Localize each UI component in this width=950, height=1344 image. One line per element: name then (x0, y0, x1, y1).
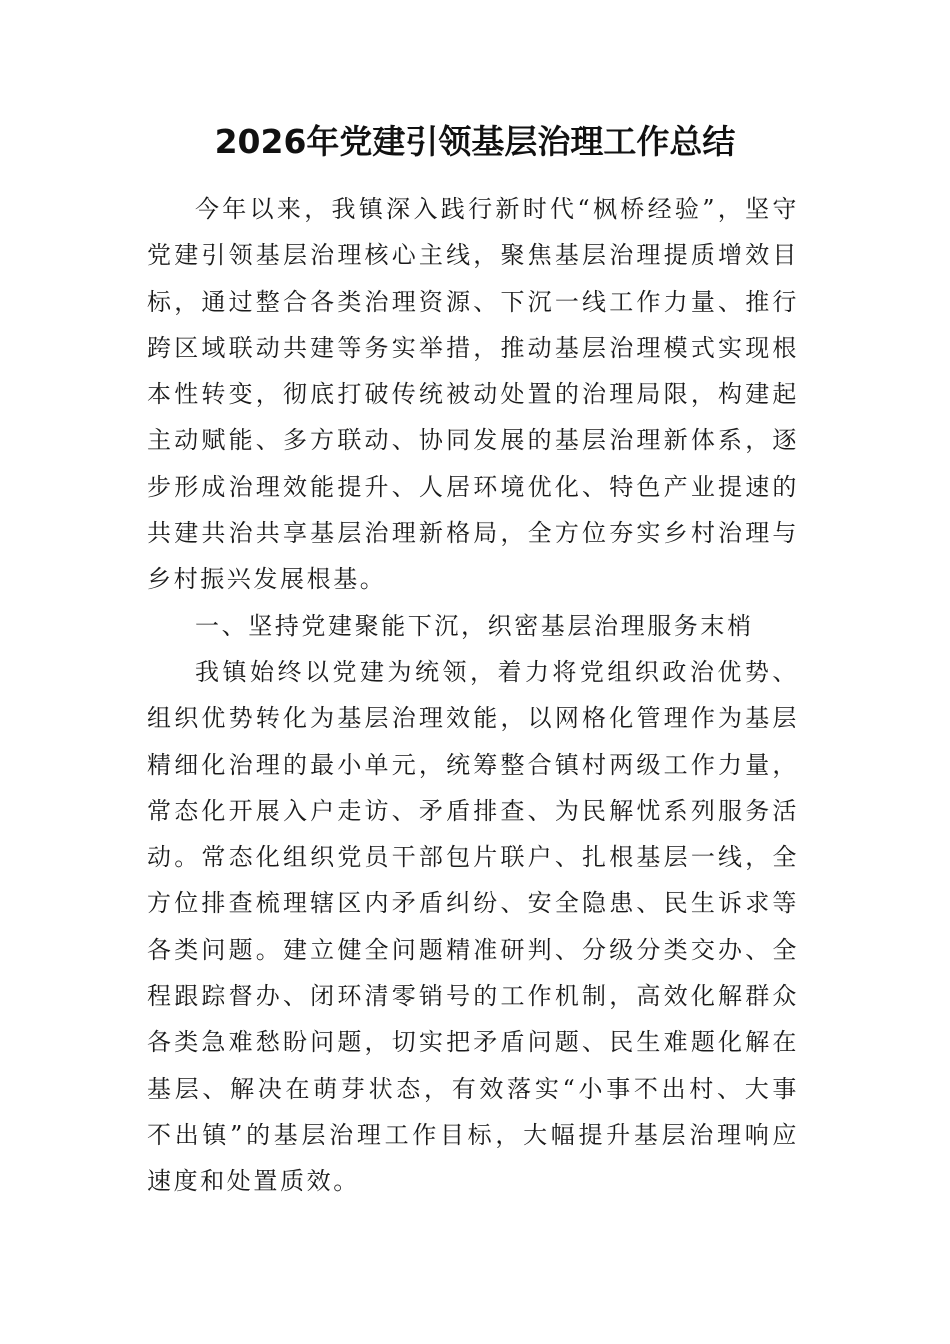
paragraph-section-1: 我镇始终以党建为统领，着力将党组织政治优势、组织优势转化为基层治理效能，以网格化管理作为基层精细化治理的最小单元，统筹整合镇村两级工作力量，常态化开展入户走访、矛盾排查、为民解忧系列服务活动。常态化组织党员干部包片联户、扎根基层一线，全方位排查梳理辖区内矛盾纠纷、安全隐患、民生诉求等各类问题。建立健全问题精准研判、分级分类交办、全程跟踪督办、闭环清零销号的工作机制，高效化解群众各类急难愁盼问题，切实把矛盾问题、民生难题化解在基层、解决在萌芽状态，有效落实“小事不出村、大事不出镇”的基层治理工作目标，大幅提升基层治理响应速度和处置质效。 (147, 657, 799, 1196)
paragraph-intro: 今年以来，我镇深入践行新时代“枫桥经验”，坚守党建引领基层治理核心主线，聚焦基层治理提质增效目标，通过整合各类治理资源、下沉一线工作力量、推行跨区域联动共建等务实举措，推动基层治理模式实现根本性转变，彻底打破传统被动处置的治理局限，构建起主动赋能、多方联动、协同发展的基层治理新体系，逐步形成治理效能提升、人居环境优化、特色产业提速的共建共治共享基层治理新格局，全方位夯实乡村治理与乡村振兴发展根基。 (147, 195, 799, 594)
document-body (147, 186, 799, 1205)
section-heading-1: 一、坚持党建聚能下沉，织密基层治理服务末梢 (195, 611, 754, 640)
document-title: 2026年党建引领基层治理工作总结 (214, 122, 736, 161)
